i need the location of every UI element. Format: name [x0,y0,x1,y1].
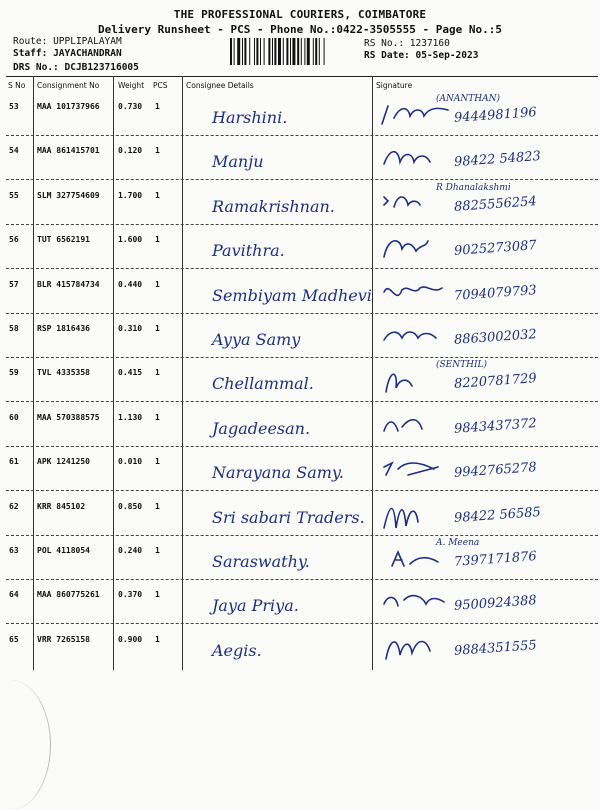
signature-note: A. Meena [436,538,480,548]
receiver-phone: 9843437372 [453,415,538,437]
header-weight: Weight [118,81,145,90]
row-consignment-no: MAA 860775261 [37,590,100,600]
row-consignment-no: KRR 845102 [37,501,86,511]
row-weight: 0.310 [118,324,143,333]
row-sno: 65 [9,634,19,644]
consignee-name: Manju [212,152,264,172]
row-sno: 62 [9,501,19,511]
route-value: UPPLIPALAYAM [53,36,122,47]
row-divider [6,313,598,314]
drs-label: DRS No.: [13,62,59,73]
row-consignment-no: BLR 415784734 [37,279,100,289]
row-sno: 60 [9,412,19,422]
receiver-phone: 8863002032 [453,327,538,348]
consignee-name: Ayya Samy [212,330,301,349]
row-divider [6,490,598,491]
consignee-name: Jaya Priya. [212,596,299,616]
row-sno: 55 [9,190,19,200]
scan-artifact [0,680,51,810]
rs-no-label: RS No.: [364,38,405,49]
row-consignment-no: MAA 861415701 [37,146,100,156]
table-row [6,627,598,669]
header-pcs: PCS [153,81,168,90]
row-divider [6,579,598,580]
table-row [6,138,598,180]
row-weight: 0.120 [118,146,143,156]
table-header [6,78,598,92]
signature-scribble-icon [378,231,460,267]
row-pcs: 1 [155,412,160,422]
row-consignment-no: MAA 570388575 [37,412,100,422]
rs-date-label: RS Date: [364,50,410,61]
row-sno: 53 [9,102,19,111]
consignee-name: Chellammal. [212,374,314,394]
route-label: Route: [13,36,48,47]
row-pcs: 1 [155,457,160,467]
rs-date-line [364,50,478,62]
signature-scribble-icon [378,453,460,489]
row-divider [6,401,598,402]
consignee-name: Narayana Samy. [212,463,344,483]
receiver-phone: 98422 56585 [453,504,542,526]
row-consignment-no: TVL 4335358 [37,368,90,378]
row-pcs: 1 [155,501,160,511]
signature-note: R Dhanalakshmi [436,182,511,193]
row-weight: 1.600 [118,235,143,245]
table-row [6,272,598,314]
consignee-name: Sri sabari Traders. [212,507,365,527]
row-consignment-no: SLM 327754609 [37,190,100,200]
row-sno: 58 [9,324,19,333]
signature-scribble-icon [378,276,460,312]
receiver-phone: 9942765278 [453,460,538,482]
receiver-phone: 8220781729 [453,371,538,393]
receiver-phone: 9025273087 [453,238,538,260]
row-consignment-no: TUT 6562191 [37,235,90,245]
row-weight: 0.900 [118,634,143,644]
row-weight: 0.440 [118,279,143,289]
row-consignment-no: VRR 7265158 [37,634,90,644]
receiver-phone: 9444981196 [453,105,538,126]
signature-scribble-icon [378,586,460,622]
row-pcs: 1 [155,590,160,600]
row-weight: 0.010 [118,457,143,467]
consignee-name: Aegis. [212,640,262,660]
signature-scribble-icon [378,320,460,356]
barcode-icon [230,38,355,65]
header-consignment: Consignment No [37,81,100,90]
row-sno: 59 [9,368,19,378]
table-row [6,449,598,491]
receiver-phone: 7094079793 [453,282,538,304]
receiver-phone: 9500924388 [453,593,538,615]
company-title: THE PROFESSIONAL COURIERS, COIMBATORE [173,8,427,21]
table-row [6,360,598,402]
rs-no-line [364,38,450,50]
row-pcs: 1 [155,190,160,200]
row-consignment-no: RSP 1816436 [37,324,90,333]
rs-no-value: 1237160 [409,38,450,49]
row-sno: 61 [9,457,19,467]
row-divider [6,535,598,536]
consignee-name: Harshini. [212,108,288,127]
row-weight: 0.850 [118,501,143,511]
row-divider [6,135,598,136]
route-line [13,36,122,48]
row-weight: 0.370 [118,590,143,600]
consignee-name: Jagadeesan. [212,418,311,438]
row-consignment-no: MAA 101737966 [37,102,100,111]
drs-value: DCJB123716005 [64,62,139,73]
staff-label: Staff: [13,48,48,59]
row-divider [6,623,598,624]
rs-date-value: 05-Sep-2023 [415,50,479,61]
receiver-phone: 9884351555 [453,637,538,659]
row-sno: 64 [9,590,19,600]
runsheet-subtitle: Delivery Runsheet - PCS - Phone No.:0422-3505555 - Page No.:5 [98,23,502,36]
row-divider [6,179,598,180]
row-weight: 0.240 [118,546,143,555]
table-row [6,316,598,358]
row-sno: 54 [9,146,19,156]
row-weight: 0.415 [118,368,143,378]
row-divider [6,357,598,358]
row-sno: 57 [9,279,19,289]
row-weight: 1.130 [118,412,143,422]
staff-value: JAYACHANDRAN [53,48,122,59]
table-row [6,538,598,580]
consignee-name: Saraswathy. [212,552,310,571]
header-signature: Signature [376,81,413,90]
header-sno: S No [8,81,26,90]
table-row [6,94,598,136]
row-divider [6,268,598,269]
drs-line [13,62,139,74]
table-row [6,582,598,624]
receiver-phone: 7397171876 [453,549,538,570]
consignee-name: Pavithra. [212,241,285,261]
consignee-name: Sembiyam Madhevi [212,285,372,305]
row-divider [6,446,598,447]
row-weight: 1.700 [118,190,143,200]
signature-scribble-icon [378,409,460,445]
row-pcs: 1 [155,235,160,245]
row-consignment-no: APK 1241250 [37,457,90,467]
signature-note: (ANANTHAN) [436,94,500,104]
signature-scribble-icon [378,142,460,178]
signature-note: (SENTHIL) [436,360,488,371]
staff-line [13,48,122,60]
table-row [6,494,598,536]
table-row [6,227,598,269]
table-row [6,183,598,225]
receiver-phone: 98422 54823 [453,149,542,171]
row-pcs: 1 [155,634,160,644]
row-sno: 56 [9,235,19,245]
row-pcs: 1 [155,102,160,111]
row-consignment-no: POL 4118054 [37,546,90,555]
header-consignee: Consignee Details [186,81,254,90]
row-pcs: 1 [155,279,160,289]
row-pcs: 1 [155,146,160,156]
row-divider [6,224,598,225]
row-pcs: 1 [155,324,160,333]
receiver-phone: 8825556254 [453,193,538,215]
consignee-name: Ramakrishnan. [212,196,335,216]
signature-scribble-icon [378,631,460,667]
row-pcs: 1 [155,546,160,555]
signature-scribble-icon [378,498,460,534]
row-weight: 0.730 [118,102,143,111]
row-sno: 63 [9,546,19,555]
table-row [6,405,598,447]
row-pcs: 1 [155,368,160,378]
